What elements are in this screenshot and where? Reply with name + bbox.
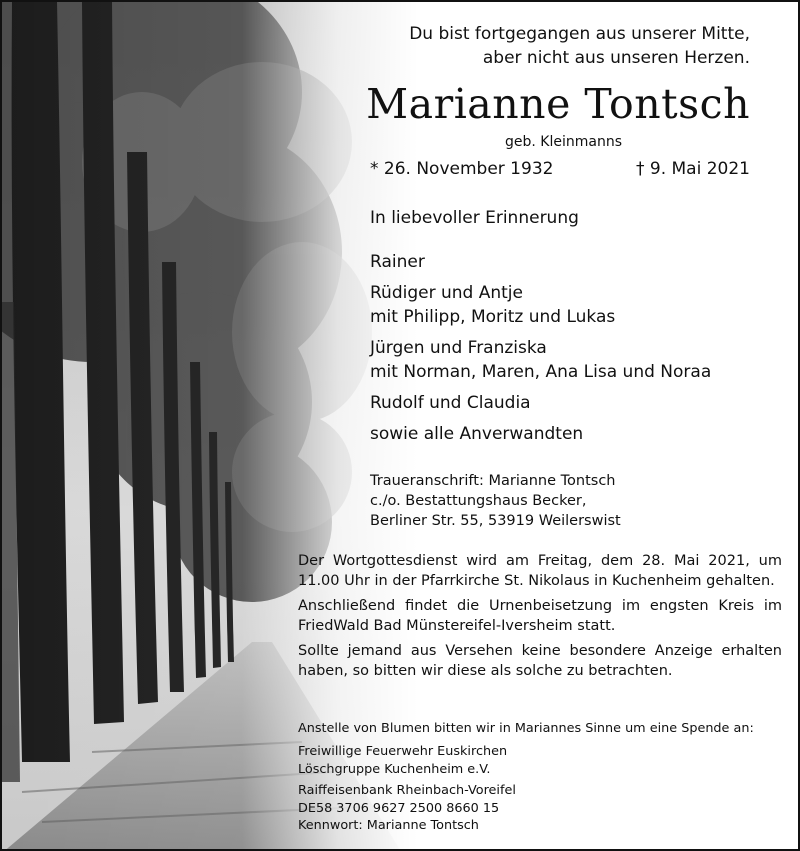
death-date: † 9. Mai 2021 [635, 159, 750, 179]
notice-paragraph: Sollte jemand aus Versehen keine besondere Anzeige erhalten haben, so bitten wir diese als solche zu betrachten. [298, 643, 782, 679]
family-entry-line: sowie alle Anverwandten [370, 424, 584, 444]
family-entry-line: mit Norman, Maren, Ana Lisa und Noraa [370, 362, 712, 382]
family-entry [370, 422, 790, 446]
motto-line: aber nicht aus unseren Herzen. [482, 48, 750, 68]
donation-reference: Kennwort: Marianne Tontsch [298, 818, 479, 833]
birth-name: geb. Kleinmanns [505, 134, 622, 150]
family-entry [370, 391, 790, 415]
family-entry-line: Rainer [370, 252, 425, 272]
service-paragraph: Der Wortgottesdienst wird am Freitag, dem 28. Mai 2021, um 11.00 Uhr in der Pfarrkirche St. Nikolaus in Kuchenheim gehalten. [298, 553, 782, 589]
family-entry [370, 250, 790, 274]
donation-details [298, 743, 778, 839]
burial-paragraph: Anschließend findet die Urnenbeisetzung im engsten Kreis im FriedWald Bad Münstereifel-Iversheim statt. [298, 598, 782, 634]
birth-date: * 26. November 1932 [370, 159, 554, 179]
address-line: c./o. Bestattungshaus Becker, [370, 493, 587, 509]
motto-line: Du bist fortgegangen aus unserer Mitte, [409, 24, 750, 44]
memory-heading: In liebevoller Erinnerung [370, 208, 579, 228]
donation-line: Freiwillige Feuerwehr Euskirchen [298, 744, 508, 759]
donation-bank [298, 782, 778, 835]
bank-name: Raiffeisenbank Rheinbach-Voreifel [298, 783, 516, 798]
family-entry [370, 281, 790, 329]
family-entry [370, 336, 790, 384]
motto [342, 22, 750, 70]
iban: DE58 3706 9627 2500 8660 15 [298, 800, 500, 816]
mourning-address [370, 471, 770, 531]
family-entry-line: Jürgen und Franziska [370, 338, 547, 358]
family-entry-line: Rüdiger und Antje [370, 283, 523, 303]
donation-recipient [298, 743, 778, 778]
address-line: Berliner Str. 55, 53919 Weilerswist [370, 513, 621, 529]
family-entry-line: Rudolf und Claudia [370, 393, 531, 413]
donation-intro: Anstelle von Blumen bitten wir in Mariannes Sinne um eine Spende an: [298, 721, 754, 736]
donation-line: Löschgruppe Kuchenheim e.V. [298, 761, 491, 777]
family-entry-line: mit Philipp, Moritz und Lukas [370, 307, 616, 327]
family-list [370, 250, 790, 453]
address-line: Traueranschrift: Marianne Tontsch [370, 473, 616, 489]
service-info [298, 552, 782, 688]
deceased-name: Marianne Tontsch [366, 80, 750, 128]
